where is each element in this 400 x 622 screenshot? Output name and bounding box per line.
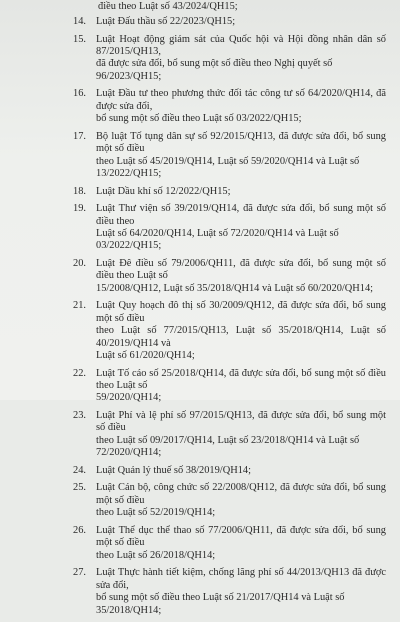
law-list <box>0 16 400 622</box>
item-text-line: bổ sung một số điều theo Luật số 03/2022/QH15; <box>96 113 302 125</box>
item-number: 16. <box>73 88 86 100</box>
item-text <box>96 525 386 562</box>
item-text-line: Luật Phí và lệ phí số 97/2015/QH13, đã được sửa đổi, bổ sung một số điều <box>96 410 386 434</box>
list-item <box>0 368 400 405</box>
item-text-line: Luật Thư viện số 39/2019/QH14, đã được sửa đổi, bổ sung một số điều theo <box>96 203 386 227</box>
list-item <box>0 203 400 253</box>
list-item <box>0 88 400 125</box>
item-text <box>96 368 386 405</box>
item-number: 15. <box>73 33 86 45</box>
item-number: 26. <box>73 524 86 536</box>
item-text-line: Luật Đầu tư theo phương thức đối tác công tư số 64/2020/QH14, đã được sửa đổi, <box>96 88 386 112</box>
item-text-line: 15/2008/QH12, Luật số 35/2018/QH14 và Luật số 60/2020/QH14; <box>96 282 374 294</box>
item-number: 22. <box>73 367 86 379</box>
item-text-line: theo Luật số 45/2019/QH14, Luật số 59/2020/QH14 và Luật số 13/2022/QH15; <box>96 155 360 180</box>
continued-line: điều theo Luật số 43/2024/QH15; <box>98 1 238 12</box>
item-number: 18. <box>73 185 86 197</box>
list-item <box>0 567 400 617</box>
item-number: 23. <box>73 410 86 422</box>
item-text-line: Luật Quản lý thuế số 38/2019/QH14; <box>96 464 251 476</box>
list-item <box>0 300 400 362</box>
item-text <box>96 16 386 28</box>
item-text-line: Luật Thể dục thể thao số 77/2006/QH11, đã được sửa đổi, bổ sung một số điều <box>96 524 386 549</box>
item-text-line: 59/2020/QH14; <box>96 392 162 404</box>
list-item <box>0 482 400 519</box>
item-text-line: Luật Dầu khí số 12/2022/QH15; <box>96 185 231 197</box>
item-text-line: Luật số 61/2020/QH14; <box>96 350 195 362</box>
item-text-line: Bộ luật Tố tụng dân sự số 92/2015/QH13, đã được sửa đổi, bổ sung một số điều <box>96 130 386 155</box>
item-text <box>96 258 386 295</box>
item-text-line: theo Luật số 09/2017/QH14, Luật số 23/2018/QH14 và Luật số 72/2020/QH14; <box>96 434 360 459</box>
item-number: 19. <box>73 203 86 215</box>
item-text-line: Luật Cán bộ, công chức số 22/2008/QH12, đã được sửa đổi, bổ sung một số điều <box>96 482 386 506</box>
item-text-line: bổ sung một số điều theo Luật số 21/2017/QH14 và Luật số 35/2018/QH14; <box>96 592 345 616</box>
item-number: 14. <box>73 16 86 27</box>
list-item <box>0 525 400 562</box>
item-number: 21. <box>73 300 86 312</box>
item-text <box>96 410 386 460</box>
list-item <box>0 465 400 477</box>
item-number: 17. <box>73 130 86 142</box>
item-text <box>96 482 386 519</box>
item-number: 24. <box>73 464 86 476</box>
item-number: 27. <box>73 567 86 579</box>
list-item <box>0 34 400 84</box>
item-text-line: Luật Hoạt động giám sát của Quốc hội và Hội đồng nhân dân số 87/2015/QH13, <box>96 33 386 57</box>
item-text-line: đã được sửa đổi, bổ sung một số điều theo Nghị quyết số 96/2023/QH15; <box>96 58 333 82</box>
list-item <box>0 186 400 198</box>
item-text-line: Luật Đấu thầu số 22/2023/QH15; <box>96 16 236 27</box>
item-text-line: Luật Đê điều số 79/2006/QH11, đã được sửa đổi, bổ sung một số điều theo Luật số <box>96 258 386 282</box>
item-number: 20. <box>73 258 86 270</box>
item-text-line: theo Luật số 52/2019/QH14; <box>96 507 216 519</box>
list-item <box>0 16 400 28</box>
item-text-line: Luật Quy hoạch đô thị số 30/2009/QH12, đã được sửa đổi, bổ sung một số điều <box>96 300 386 324</box>
item-text-line: theo Luật số 77/2015/QH13, Luật số 35/2018/QH14, Luật số 40/2019/QH14 và <box>96 325 386 349</box>
item-text <box>96 131 386 181</box>
item-number: 25. <box>73 482 86 494</box>
list-item <box>0 131 400 181</box>
item-text-line: Luật Thực hành tiết kiệm, chống lãng phí số 44/2013/QH13 đã được sửa đổi, <box>96 567 386 591</box>
item-text <box>96 34 386 84</box>
item-text-line: theo Luật số 26/2018/QH14; <box>96 549 216 561</box>
item-text <box>96 300 386 362</box>
list-item <box>0 258 400 295</box>
item-text-line: Luật Tố cáo số 25/2018/QH14, đã được sửa đổi, bổ sung một số điều theo Luật số <box>96 367 386 392</box>
list-item <box>0 410 400 460</box>
item-text <box>96 567 386 617</box>
item-text <box>96 186 386 198</box>
item-text <box>96 465 386 477</box>
item-text-line: Luật số 64/2020/QH14, Luật số 72/2020/QH14 và Luật số 03/2022/QH15; <box>96 228 339 252</box>
item-text <box>96 203 386 253</box>
item-text <box>96 88 386 125</box>
